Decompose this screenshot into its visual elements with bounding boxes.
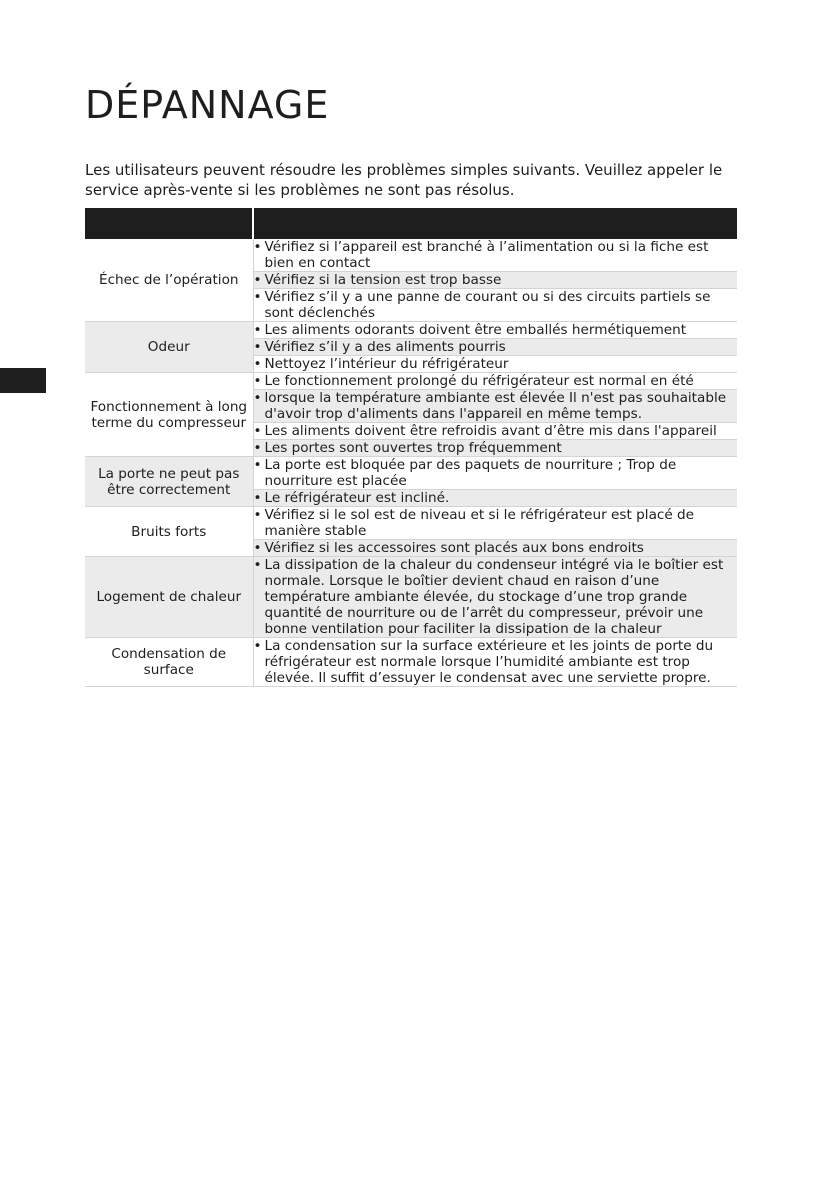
header-cause	[253, 208, 737, 239]
cause-bullet-item	[254, 239, 738, 271]
cause-text: Vérifiez si la tension est trop basse	[264, 272, 502, 288]
cause-text: Vérifiez si l’appareil est branché à l’alimentation ou si la fiche est bien en contact	[264, 239, 709, 271]
cause-cell	[253, 507, 737, 540]
cause-text: Nettoyez l’intérieur du réfrigérateur	[264, 356, 509, 372]
bullet-dot-icon: •	[253, 507, 262, 523]
cause-cell	[253, 339, 737, 356]
cause-bullet-item	[254, 423, 738, 439]
cause-cell	[253, 440, 737, 457]
bullet-dot-icon: •	[253, 440, 262, 456]
cause-text: Le fonctionnement prolongé du réfrigérateur est normal en été	[264, 373, 694, 389]
cause-cell	[253, 423, 737, 440]
problem-cell: Logement de chaleur	[85, 557, 253, 638]
problem-cell: La porte ne peut pas être correctement	[85, 457, 253, 507]
cause-bullet-item	[254, 457, 738, 489]
problem-cell: Odeur	[85, 322, 253, 373]
cause-bullet-item	[254, 490, 738, 506]
bullet-dot-icon: •	[253, 239, 262, 255]
cause-cell	[253, 457, 737, 490]
cause-text: lorsque la température ambiante est élevée Il n'est pas souhaitable d'avoir trop d'aliments dans l'appareil en même temps.	[264, 390, 727, 422]
bullet-dot-icon: •	[253, 356, 262, 372]
table-row	[85, 507, 737, 540]
cause-bullet-item	[254, 339, 738, 355]
cause-cell	[253, 540, 737, 557]
bullet-dot-icon: •	[253, 322, 262, 338]
cause-cell	[253, 322, 737, 339]
cause-text: Le réfrigérateur est incliné.	[264, 490, 450, 506]
cause-bullet-item	[254, 373, 738, 389]
bullet-dot-icon: •	[253, 390, 262, 406]
cause-cell	[253, 490, 737, 507]
cause-cell	[253, 557, 737, 638]
bullet-dot-icon: •	[253, 373, 262, 389]
cause-cell	[253, 289, 737, 322]
cause-text: Vérifiez s’il y a des aliments pourris	[264, 339, 506, 355]
table-row	[85, 638, 737, 687]
cause-text: La dissipation de la chaleur du condenseur intégré via le boîtier est normale. Lorsque le boîtier devient chaud en raison d’une température ambiante élevée, du stockage d’une trop grande quantité de nourriture ou de l’arrêt du compresseur, prévoir une bonne ventilation pour faciliter la dissipation de la chaleur	[264, 557, 724, 637]
cause-cell	[253, 638, 737, 687]
bullet-dot-icon: •	[253, 490, 262, 506]
table-row	[85, 373, 737, 390]
bullet-dot-icon: •	[253, 540, 262, 556]
bullet-dot-icon: •	[253, 638, 262, 654]
cause-bullet-item	[254, 390, 738, 422]
cause-cell	[253, 239, 737, 272]
cause-cell	[253, 373, 737, 390]
cause-text: Vérifiez si les accessoires sont placés aux bons endroits	[264, 540, 644, 556]
cause-text: La porte est bloquée par des paquets de nourriture ; Trop de nourriture est placée	[264, 457, 677, 489]
cause-text: Les portes sont ouvertes trop fréquemment	[264, 440, 562, 456]
cause-cell	[253, 356, 737, 373]
cause-bullet-item	[254, 540, 738, 556]
bullet-dot-icon: •	[253, 423, 262, 439]
bullet-dot-icon: •	[253, 457, 262, 473]
table-header-row	[85, 208, 737, 239]
bullet-dot-icon: •	[253, 289, 262, 305]
cause-bullet-item	[254, 289, 738, 321]
table-body	[85, 239, 737, 687]
cause-bullet-item	[254, 440, 738, 456]
page-title: DÉPANNAGE	[85, 83, 330, 127]
table-row	[85, 322, 737, 339]
bullet-dot-icon: •	[253, 557, 262, 573]
cause-text: Vérifiez si le sol est de niveau et si le réfrigérateur est placé de manière stable	[264, 507, 695, 539]
intro-paragraph: Les utilisateurs peuvent résoudre les problèmes simples suivants. Veuillez appeler le service après-vente si les problèmes ne sont pas résolus.	[85, 161, 723, 199]
table-row	[85, 239, 737, 272]
cause-bullet-item	[254, 322, 738, 338]
cause-bullet-item	[254, 272, 738, 288]
table-row	[85, 557, 737, 638]
bullet-dot-icon: •	[253, 272, 262, 288]
cause-cell	[253, 390, 737, 423]
cause-text: Les aliments doivent être refroidis avant d’être mis dans l'appareil	[264, 423, 717, 439]
cause-bullet-item	[254, 638, 738, 686]
header-problem	[85, 208, 253, 239]
table-row	[85, 457, 737, 490]
problem-cell: Bruits forts	[85, 507, 253, 557]
problem-cell: Échec de l’opération	[85, 239, 253, 322]
cause-bullet-item	[254, 507, 738, 539]
cause-text: Vérifiez s’il y a une panne de courant ou si des circuits partiels se sont déclenchés	[264, 289, 711, 321]
problem-cell: Condensation de surface	[85, 638, 253, 687]
cause-bullet-item	[254, 557, 738, 637]
cause-bullet-item	[254, 356, 738, 372]
cause-cell	[253, 272, 737, 289]
problem-cell: Fonctionnement à long terme du compresseur	[85, 373, 253, 457]
troubleshooting-table	[85, 208, 737, 687]
cause-text: La condensation sur la surface extérieure et les joints de porte du réfrigérateur est normale lorsque l’humidité ambiante est trop élevée. Il suffit d’essuyer le condensat avec une serviette propre.	[264, 638, 714, 686]
bullet-dot-icon: •	[253, 339, 262, 355]
cause-text: Les aliments odorants doivent être emballés hermétiquement	[264, 322, 687, 338]
section-side-tab	[0, 368, 46, 393]
